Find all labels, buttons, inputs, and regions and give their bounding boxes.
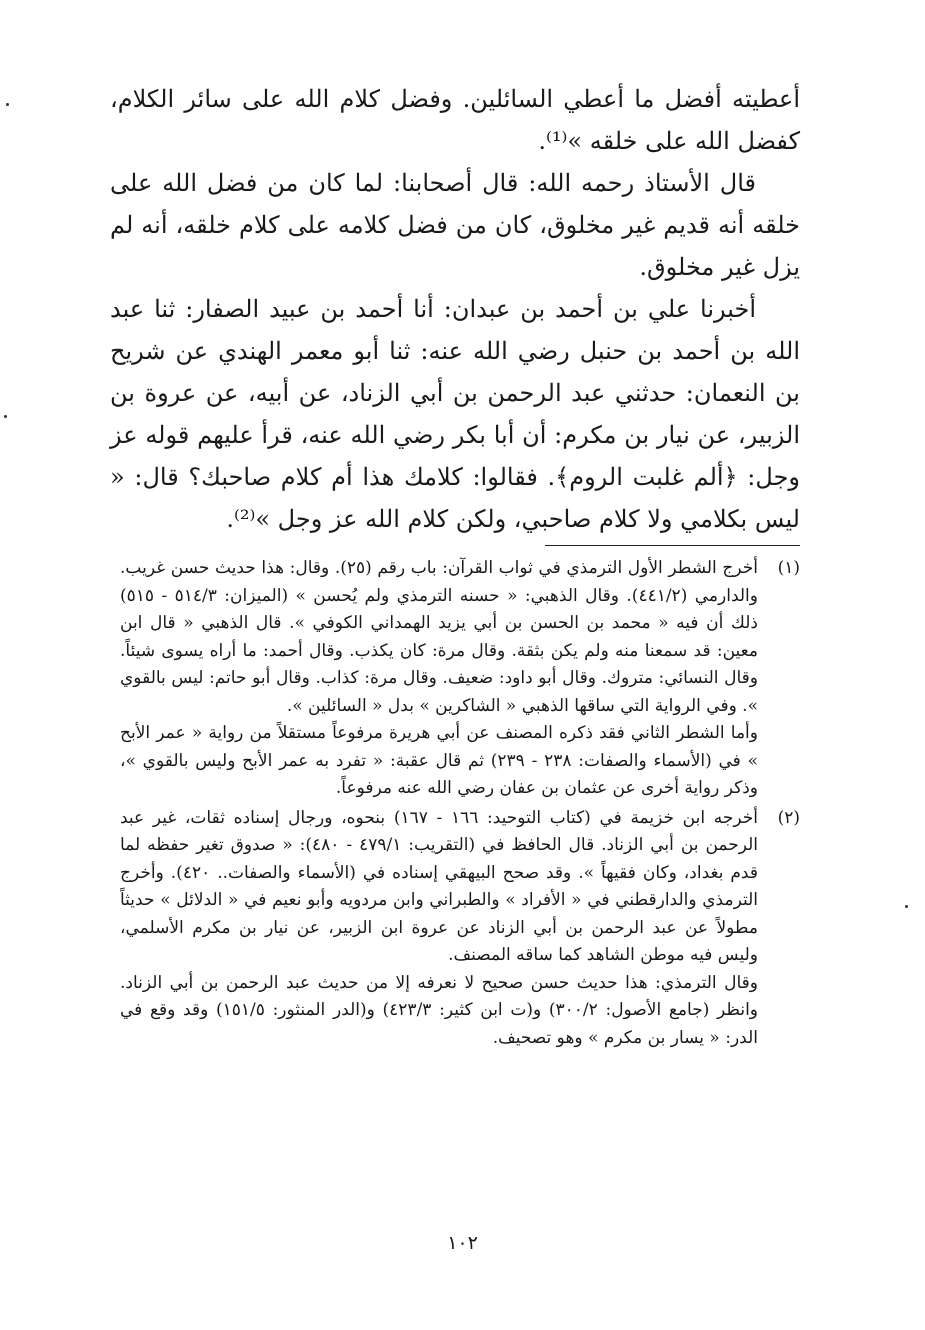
page-number: ١٠٢ — [447, 1232, 478, 1254]
footnote-1 — [120, 555, 800, 803]
scan-speck — [4, 415, 7, 418]
main-paragraph: أخبرنا علي بن أحمد بن عبدان: أنا أحمد بن عبيد الصفار: ثنا عبد الله بن أحمد بن حنبل رضي الله عنه: ثنا أبو معمر الهندي عن شريح بن النعمان: حدثني عبد الرحمن بن أبي الزناد، عن أبيه، عن عروة بن الزبير، عن نيار بن مكرم: أن أبا بكر رضي الله عنه، قرأ عليهم قوله عز وجل: ﴿ألم غلبت الروم﴾. فقالوا: كلامك هذا أم كلام صاحبك؟ قال: « ليس بكلامي ولا كلام صاحبي، ولكن كلام الله عز وجل »⁽²⁾. — [110, 295, 800, 533]
footnote-body — [120, 555, 758, 803]
footnote-paragraph: وقال الترمذي: هذا حديث حسن صحيح لا نعرفه إلا من حديث عبد الرحمن بن أبي الزناد. وانظر (جامع الأصول: ٣٠٠/٢) و(ت ابن كثير: ٤٢٣/٣) و(الدر المنثور: ١٥١/٥) وقد وقع في الدر: « يسار بن مكرم » وهو تصحيف. — [120, 972, 759, 1048]
footnote-paragraph: أخرجه ابن خزيمة في (كتاب التوحيد: ١٦٦ - ١٦٧) بنحوه، ورجال إسناده ثقات، غير عبد الرحمن بن أبي الزناد. قال الحافظ في (التقريب: ٤٧٩/١ - ٤٨٠): « صدوق تغير حفظه لما قدم بغداد، وكان فقيهاً ». وقد صحح البيهقي إسناده في (الأسماء والصفات.. ٤٢٠). وأخرج الترمذي والدارقطني في « الأفراد » والطبراني وابن مردويه وأبو نعيم في « الدلائل » حديثاً مطولاً عن عبد الرحمن بن أبي الزناد عن عروة ابن الزبير، عن نيار بن مكرم الأسلمي، وليس فيه موطن الشاهد كما ساقه المصنف. — [120, 807, 759, 965]
footnote-number: (١) — [777, 558, 800, 578]
scan-speck — [905, 905, 908, 908]
footnote-paragraph: وأما الشطر الثاني فقد ذكره المصنف عن أبي هريرة مرفوعاً مستقلاً من رواية « عمر الأبح » في (الأسماء والصفات: ٢٣٨ - ٢٣٩) ثم قال عقبة: « تفرد به عمر الأبح وليس بالقوي »، وذكر رواية أخرى عن عثمان بن عفان رضي الله عنه مرفوعاً. — [120, 723, 758, 798]
footnote-separator — [545, 545, 800, 546]
main-text — [110, 78, 800, 540]
footnote-paragraph: أخرج الشطر الأول الترمذي في ثواب القرآن: باب رقم (٢٥). وقال: هذا حديث حسن غريب. والدارمي (٤٤١/٢). وقال الذهبي: « حسنه الترمذي ولم يُحسن » (الميزان: ٥١٤/٣ - ٥١٥) ذلك أن فيه « محمد بن الحسن بن أبي يزيد الهمداني الكوفي ». قال الذهبي « قال ابن معين: قد سمعنا منه ولم يكن بثقة. وقال مرة: كان يكذب. وقال أحمد: ما أراه يسوى شيئاً. وقال النسائي: متروك. وقال أبو داود: ضعيف. وقال مرة: كذاب. وقال أبو حاتم: ليس بالقوي ». وفي الرواية التي ساقها الذهبي « الشاكرين » بدل « السائلين ». — [120, 558, 758, 716]
main-paragraph: قال الأستاذ رحمه الله: قال أصحابنا: لما كان من فضل الله على خلقه أنه قديم غير مخلوق، كان من فضل كلامه على كلام خلقه، أنه لم يزل غير مخلوق. — [110, 169, 800, 281]
footnote-number: (٢) — [777, 807, 800, 828]
footnote-2 — [120, 805, 800, 1053]
footnotes — [120, 555, 800, 1054]
main-paragraph: أعطيته أفضل ما أعطي السائلين. وفضل كلام الله على سائر الكلام، كفضل الله على خلقه »⁽¹⁾. — [110, 85, 800, 155]
footnote-body — [120, 805, 758, 1053]
scan-speck — [6, 103, 9, 106]
